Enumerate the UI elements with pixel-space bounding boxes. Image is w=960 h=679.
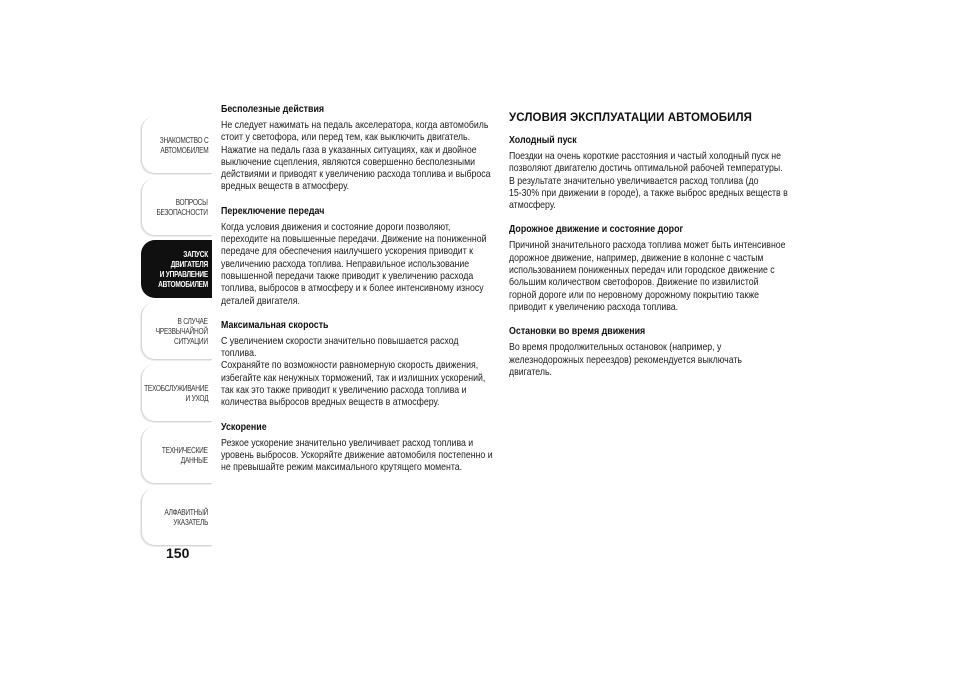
tab-starting-and-driving[interactable] <box>141 240 212 298</box>
tab-maintenance[interactable] <box>141 364 212 422</box>
tab-label: В СЛУЧАЕ ЧРЕЗВЫЧАЙНОЙ СИТУАЦИИ <box>155 315 208 346</box>
section-stops-while-driving <box>509 326 789 379</box>
page-number: 150 <box>166 545 190 561</box>
section-gear-shifting <box>221 206 493 308</box>
tab-introduction[interactable] <box>141 116 212 174</box>
section-useless-actions <box>221 104 493 194</box>
section-cold-start <box>509 135 789 212</box>
section-title: Холодный пуск <box>509 135 577 146</box>
section-title: Ускорение <box>221 421 267 433</box>
tab-label: ВОПРОСЫ БЕЗОПАСНОСТИ <box>156 196 208 217</box>
tab-emergency[interactable] <box>141 302 212 360</box>
tab-label: ЗАПУСК ДВИГАТЕЛЯ И УПРАВЛЕНИЕ АВТОМОБИЛЕМ <box>158 248 208 289</box>
tab-label: ЗНАКОМСТВО С АВТОМОБИЛЕМ <box>159 134 208 155</box>
left-column <box>221 104 493 487</box>
section-max-speed <box>221 320 493 410</box>
tab-technical-data[interactable] <box>141 426 212 484</box>
section-title: Бесполезные действия <box>221 104 325 115</box>
section-acceleration <box>221 422 493 475</box>
section-body: Не следует нажимать на педаль акселератора, когда автомобиль стоит у светофора, или перед тем, как выключить двигатель. Нажатие на педаль газа в указанных ситуациях, как и двойное выключение сцепления, являются совершенно бесполезными действиями и приводят к увеличению расхода топлива и выброса вредных веществ в атмосферу. <box>221 120 491 193</box>
section-body: Когда условия движения и состояние дороги позволяют, переходите на повышенные передачи. Движение на пониженной передаче для обеспечения наилучшего ускорения приводит к увеличению расхода топлива. Неправильное использование повышенной передачи также приводит к увеличению расхода топлива, выбросов в атмосферу и к более интенсивному износу деталей двигателя. <box>221 221 487 307</box>
section-title: Переключение передач <box>221 205 325 217</box>
tab-label: ТЕХНИЧЕСКИЕ ДАННЫЕ <box>162 444 208 465</box>
section-body: Причиной значительного расхода топлива может быть интенсивное дорожное движение, например, движение в колонне с частым использованием пониженных передач или городское движение с большим количеством светофоров. Движение по извилистой горной дороге или по неровному дорожному покрытию также приводит к увеличению расхода топлива. <box>509 240 786 313</box>
tab-index[interactable] <box>141 488 212 546</box>
section-body: Во время продолжительных остановок (например, у железнодорожных переездов) рекомендуется выключать двигатель. <box>509 342 743 378</box>
section-body: Резкое ускорение значительно увеличивает расход топлива и уровень выбросов. Ускоряйте движение автомобиля постепенно и не превышайте режим максимального крутящего момента. <box>221 437 493 474</box>
section-title: Остановки во время движения <box>509 326 646 338</box>
right-column <box>509 104 789 391</box>
chapter-heading: УСЛОВИЯ ЭКСПЛУАТАЦИИ АВТОМОБИЛЯ <box>509 112 753 124</box>
section-body: С увеличением скорости значительно повышается расход топлива. Сохраняйте по возможности равномерную скорость движения, избегайте как ненужных торможений, так и излишних ускорений, так как это также приводит к увеличению расхода топлива и количества выбросов вредных веществ в атмосферу. <box>221 335 486 409</box>
section-title: Максимальная скорость <box>221 319 329 331</box>
tab-label: АЛФАВИТНЫЙ УКАЗАТЕЛЬ <box>164 506 208 527</box>
section-body: Поездки на очень короткие расстояния и частый холодный пуск не позволяют двигателю достичь оптимальной рабочей температуры. В результате значительно увеличивается расход топлива (до 15-30% при движении в городе), а также выброс вредных веществ в атмосферу. <box>509 151 788 212</box>
tab-label: ТЕХОБСЛУЖИВАНИЕ И УХОД <box>143 382 208 403</box>
tab-safety[interactable] <box>141 178 212 236</box>
section-title: Дорожное движение и состояние дорог <box>509 224 684 236</box>
section-traffic-and-roads <box>509 224 789 314</box>
